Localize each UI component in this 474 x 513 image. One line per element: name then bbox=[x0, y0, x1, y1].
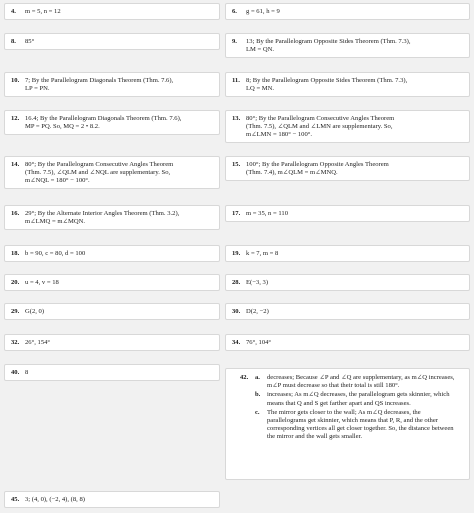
answer-text-line-3: m∠LMN = 180° − 100°. bbox=[246, 131, 313, 139]
answer-text-line-2: (Thm. 7.5), ∠QLM and ∠NQL are supplementary. So, bbox=[25, 169, 171, 177]
answer-card-13 bbox=[225, 110, 470, 143]
part-text: increases; As m∠Q decreases, the parallelogram gets skinnier, which means that Q and S get farther apart and QS increases. bbox=[267, 391, 450, 407]
answer-card-29 bbox=[4, 303, 220, 320]
answer-text: g = 61, h = 9 bbox=[246, 8, 280, 15]
answer-text: 80°; By the Parallelogram Consecutive Angles Theorem bbox=[25, 161, 174, 168]
answer-number: 30. bbox=[232, 308, 241, 315]
answer-card-45 bbox=[4, 491, 220, 508]
answer-number: 6. bbox=[232, 8, 237, 15]
answer-card-10 bbox=[4, 72, 220, 97]
answer-number: 19. bbox=[232, 250, 241, 257]
answer-text: 29°; By the Alternate Interior Angles Theorem (Thm. 3.2), bbox=[25, 210, 180, 217]
answer-number: 45. bbox=[11, 496, 20, 503]
answer-text: m = 5, n = 12 bbox=[25, 8, 61, 15]
answer-text-line-2: (Thm. 7.5), ∠QLM and ∠LMN are supplementary. So, bbox=[246, 123, 393, 131]
answer-text: b = 90, c = 80, d = 100 bbox=[25, 250, 86, 257]
answer-text: k = 7, m = 8 bbox=[246, 250, 279, 257]
answer-text: 3; (4, 0), (−2, 4), (8, 8) bbox=[25, 496, 85, 503]
answer-number: 13. bbox=[232, 115, 241, 122]
answer-card-17 bbox=[225, 205, 470, 222]
answer-number: 10. bbox=[11, 77, 20, 84]
answer-card-42 bbox=[225, 368, 470, 480]
answer-card-8 bbox=[4, 33, 220, 50]
answer-text-line-2: LQ = MN. bbox=[246, 85, 275, 93]
answer-text: D(2, −2) bbox=[246, 308, 269, 315]
answer-text: 100°; By the Parallelogram Opposite Angles Theorem bbox=[246, 161, 389, 168]
answer-card-15 bbox=[225, 156, 470, 181]
part-text: The mirror gets closer to the wall; As m∠Q decreases, the parallelograms get skinnier, which means that P, R, and the other corresponding vertices all get closer together. So, the distance between the mirror and the wall gets smaller. bbox=[267, 408, 454, 441]
answer-number: 14. bbox=[11, 161, 20, 168]
answer-card-9 bbox=[225, 33, 470, 58]
answer-number: 20. bbox=[11, 279, 20, 286]
answer-number: 40. bbox=[11, 369, 20, 376]
answer-card-4 bbox=[4, 3, 220, 20]
part-label: b. bbox=[255, 391, 261, 399]
answer-text: 85° bbox=[25, 38, 35, 45]
answer-card-14 bbox=[4, 156, 220, 189]
answer-card-16 bbox=[4, 205, 220, 230]
answer-text: u = 4, v = 18 bbox=[25, 279, 59, 286]
answer-card-34 bbox=[225, 334, 470, 351]
answer-42-part-a bbox=[234, 374, 461, 390]
answer-text-line-2: LM = QN. bbox=[246, 46, 275, 54]
part-label: c. bbox=[255, 408, 260, 416]
answer-text: G(2, 0) bbox=[25, 308, 45, 315]
answer-text: 16.4; By the Parallelogram Diagonals Theorem (Thm. 7.6), bbox=[25, 115, 182, 122]
answer-card-11 bbox=[225, 72, 470, 97]
answer-number: 4. bbox=[11, 8, 16, 15]
answer-card-32 bbox=[4, 334, 220, 351]
answer-number: 18. bbox=[11, 250, 20, 257]
answer-text-line-2: (Thm. 7.4), m∠QLM = m∠MNQ. bbox=[246, 169, 338, 177]
part-label: a. bbox=[255, 374, 260, 381]
answer-number: 42. bbox=[240, 374, 249, 381]
answer-number: 17. bbox=[232, 210, 241, 217]
answer-42-part-b bbox=[255, 391, 461, 407]
answer-text-line-2: MP = PQ. So, MQ = 2 • 8.2. bbox=[25, 123, 100, 131]
answer-text: 13; By the Parallelogram Opposite Sides Theorem (Thm. 7.3), bbox=[246, 38, 411, 45]
answer-number: 16. bbox=[11, 210, 20, 217]
answer-card-20 bbox=[4, 274, 220, 291]
answer-card-19 bbox=[225, 245, 470, 262]
answer-42-part-c bbox=[255, 409, 461, 442]
answer-number: 29. bbox=[11, 308, 20, 315]
answer-card-30 bbox=[225, 303, 470, 320]
answer-number: 28. bbox=[232, 279, 241, 286]
answer-text: 8; By the Parallelogram Opposite Sides Theorem (Thm. 7.3), bbox=[246, 77, 408, 84]
answer-text: 80°; By the Parallelogram Consecutive Angles Theorem bbox=[246, 115, 395, 122]
answer-text: m = 35, n = 110 bbox=[246, 210, 288, 217]
answer-text: 8 bbox=[25, 369, 29, 376]
answer-text: E(−3, 3) bbox=[246, 279, 269, 286]
answer-card-6 bbox=[225, 3, 470, 20]
answer-number: 34. bbox=[232, 339, 241, 346]
answer-number: 32. bbox=[11, 339, 20, 346]
answer-card-40 bbox=[4, 364, 220, 381]
answer-number: 15. bbox=[232, 161, 241, 168]
answer-text: 76°, 104° bbox=[246, 339, 272, 346]
part-text: decreases; Because ∠P and ∠Q are supplementary, as m∠Q increases, m∠P must decrease so that their total is still 180°. bbox=[267, 374, 455, 390]
answer-text-line-2: m∠LMQ = m∠MQN. bbox=[25, 218, 86, 226]
answer-text-line-3: m∠NQL = 180° − 100°. bbox=[25, 177, 90, 185]
answer-card-12 bbox=[4, 110, 220, 135]
answer-text: 7; By the Parallelogram Diagonals Theorem (Thm. 7.6), bbox=[25, 77, 174, 84]
answer-number: 12. bbox=[11, 115, 20, 122]
answer-number: 9. bbox=[232, 38, 237, 45]
answer-number: 8. bbox=[11, 38, 16, 45]
answer-card-28 bbox=[225, 274, 470, 291]
answer-card-18 bbox=[4, 245, 220, 262]
answer-text-line-2: LP = PN. bbox=[25, 85, 50, 93]
answer-text: 26°, 154° bbox=[25, 339, 51, 346]
answer-number: 11. bbox=[232, 77, 240, 84]
